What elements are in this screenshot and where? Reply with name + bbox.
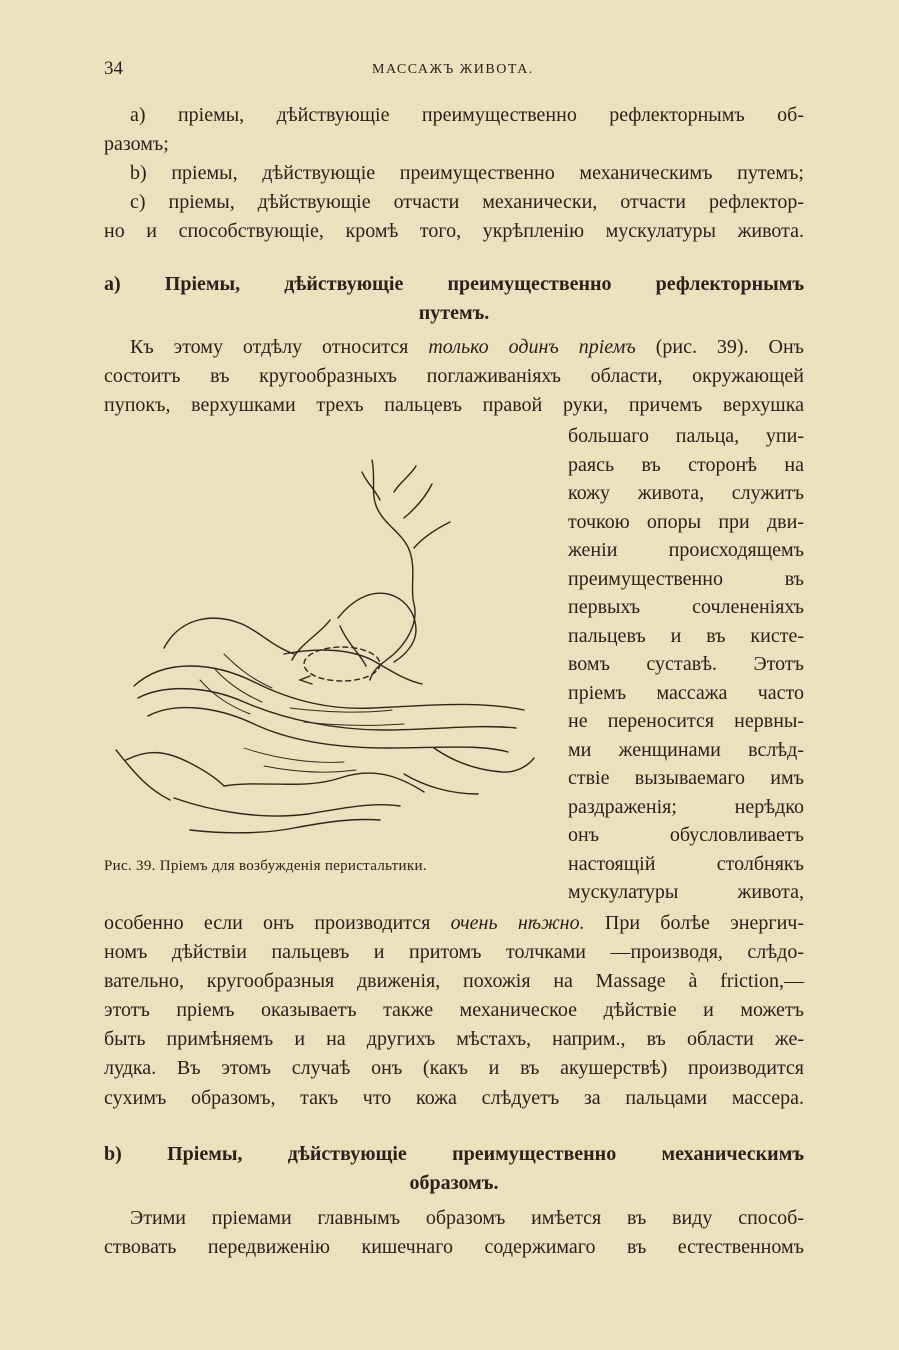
figure-caption: Рис. 39. Пріемъ для возбужденія перистальтики.: [104, 858, 427, 874]
wrap-line: вомъ суставѣ. Этотъ: [568, 653, 804, 675]
section-a-heading: a) Пріемы, дѣйствующіе преимущественно рефлекторнымъ: [104, 273, 804, 295]
wrap-line: преимущественно въ: [568, 567, 804, 590]
para1-line-1-pre: Къ этому отдѣлу относится: [130, 336, 409, 358]
wrap-line: ми женщинами вслѣд-: [568, 738, 804, 761]
section-b-heading-cont: образомъ.: [409, 1172, 499, 1194]
wrap-line: большаго пальца, упи-: [568, 425, 804, 447]
emphasis-only-one-technique: только одинъ пріемъ: [428, 336, 636, 358]
wrap-line: ствіе вызываемаго имъ: [568, 767, 804, 789]
wrap-line: точкою опоры при дви-: [568, 510, 804, 533]
para2-line-6: лудка. Въ этомъ случаѣ онъ (какъ и въ акушерствѣ) производится: [104, 1057, 804, 1079]
figure-39-illustration: [104, 448, 544, 848]
para1-line-1: [130, 333, 804, 362]
wrap-line: пальцевъ и въ кисте-: [568, 624, 804, 647]
para1-line-1-post: (рис. 39). Онъ: [655, 336, 804, 358]
para3-line-1: Этими пріемами главнымъ образомъ имѣется въ виду способ-: [130, 1207, 804, 1229]
para2-line-7: сухимъ образомъ, такъ что кожа слѣдуетъ за пальцами массера.: [104, 1087, 804, 1109]
para2-line-5: быть примѣняемъ и на другихъ мѣстахъ, наприм., въ области же-: [104, 1028, 804, 1050]
para3-line-2: ствовать передвиженію кишечнаго содержимаго въ естественномъ: [104, 1236, 804, 1258]
list-item-a: a) пріемы, дѣйствующіе преимущественно рефлекторнымъ об-: [130, 104, 804, 126]
wrap-line: пріемъ массажа часто: [568, 681, 804, 704]
para1-line-3: пупокъ, верхушками трехъ пальцевъ правой руки, причемъ верхушка: [104, 394, 804, 416]
wrap-line: раясь въ сторонѣ на: [568, 453, 804, 476]
para2-line-4: этотъ пріемъ оказываетъ также механическое дѣйствіе и можетъ: [104, 999, 804, 1021]
list-item-c: c) пріемы, дѣйствующіе отчасти механически, отчасти рефлектор-: [130, 191, 804, 213]
para2-line-1-post: При болѣе энергич-: [604, 912, 804, 934]
list-item-c-cont: но и способствующіе, кромѣ того, укрѣпленію мускулатуры живота.: [104, 220, 804, 242]
wrap-line: первыхъ сочлененіяхъ: [568, 596, 804, 618]
para2-line-1: [104, 909, 804, 938]
emphasis-very-gently: очень нѣжно.: [450, 912, 585, 934]
wrap-line: онъ обусловливаетъ: [568, 824, 804, 846]
para1-line-2: состоитъ въ кругообразныхъ поглаживаніяхъ области, окружающей: [104, 365, 804, 387]
wrap-line: мускулатуры живота,: [568, 881, 804, 903]
para2-line-2: номъ дѣйствіи пальцевъ и притомъ толчками —производя, слѣдо-: [104, 941, 804, 963]
para2-line-1-pre: особенно если онъ производится: [104, 912, 431, 934]
page-number: 34: [104, 58, 123, 79]
wrap-line: кожу живота, служитъ: [568, 482, 804, 504]
wrap-line: раздраженія; нерѣдко: [568, 795, 804, 818]
list-item-a-cont: разомъ;: [104, 133, 169, 155]
wrap-line: настоящій столбнякъ: [568, 852, 804, 875]
wrap-line: женіи происходящемъ: [568, 539, 804, 561]
section-b-heading: b) Пріемы, дѣйствующіе преимущественно механическимъ: [104, 1143, 804, 1165]
running-title: МАССАЖЪ ЖИВОТА.: [372, 62, 534, 77]
section-a-heading-cont: путемъ.: [418, 302, 490, 324]
list-item-b: b) пріемы, дѣйствующіе преимущественно механическимъ путемъ;: [130, 162, 804, 184]
wrap-line: не переносится нервны-: [568, 710, 804, 732]
para2-line-3: вательно, кругообразныя движенія, похожія на Massage à friction,—: [104, 970, 804, 992]
